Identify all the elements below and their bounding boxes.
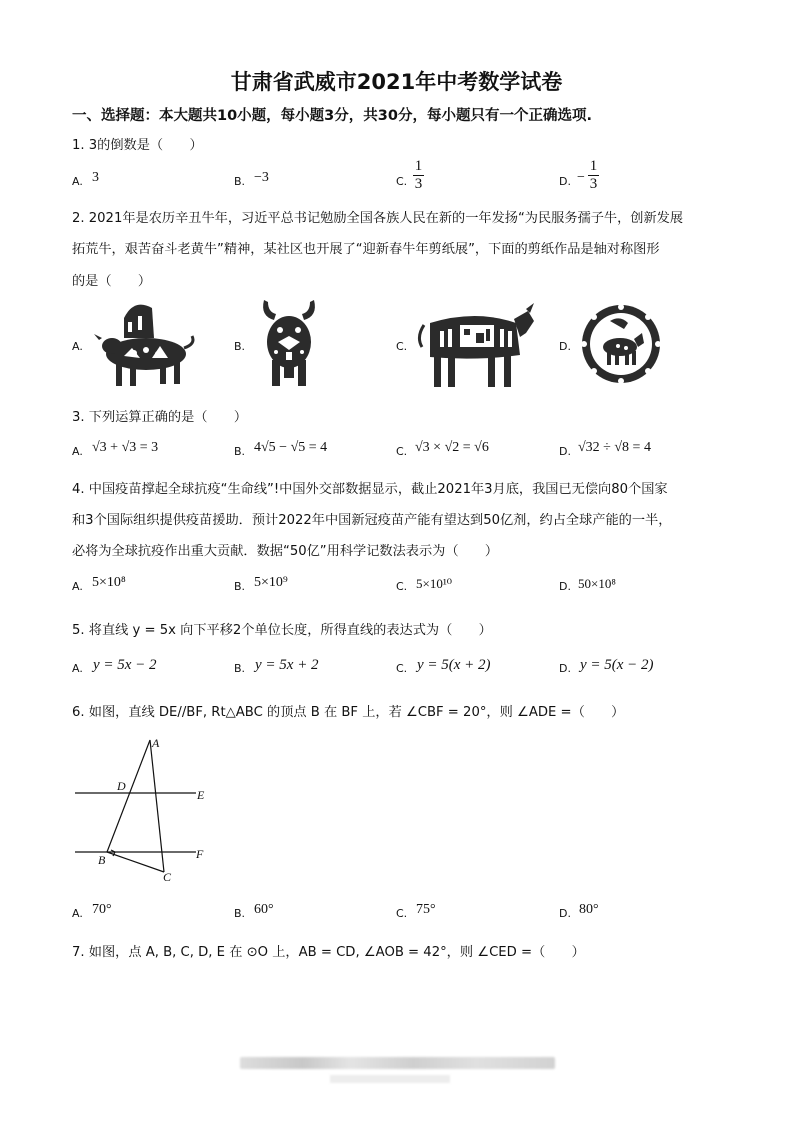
q2-option-c-ox-papercut-image [416, 303, 540, 391]
q2-option-c-label: C. [396, 340, 408, 353]
q6-option-b-label: B. [234, 907, 246, 920]
question-2-line-2: 拓荒牛，艰苦奋斗老黄牛”精神，某社区也开展了“迎新春牛年剪纸展”，下面的剪纸作品是轴对称图形 [72, 242, 660, 257]
q6-geometry-figure [70, 732, 220, 892]
q5-option-c-value: y = 5(x + 2) [417, 657, 491, 673]
q5-option-b-value: y = 5x + 2 [255, 657, 319, 673]
question-2-line-3: 的是（ ） [72, 274, 152, 289]
q1-option-c-fraction: $\frac{1}{3}$ [414, 158, 423, 192]
q2-option-a-label: A. [72, 340, 83, 353]
question-2-line-1: 2. 2021年是农历辛丑牛年，习近平总书记勉励全国各族人民在新的一年发扬“为民服务孺子牛，创新发展 [72, 211, 684, 226]
fig-label-d: D [117, 779, 126, 793]
q1-option-b-value: −3 [254, 170, 269, 185]
question-1-stem: 1. 3的倒数是（ ） [72, 138, 203, 153]
q4-option-c-label: C. [396, 580, 408, 593]
question-4-line-3: 必将为全球抗疫作出重大贡献．数据“50亿”用科学记数法表示为（ ） [72, 544, 499, 559]
q4-option-d-value: 50×10⁸ [578, 576, 616, 591]
q3-option-b-label: B. [234, 445, 246, 458]
q3-option-c-label: C. [396, 445, 408, 458]
q5-option-a-value: y = 5x − 2 [93, 657, 157, 673]
q1-option-b-label: B. [234, 175, 246, 188]
q5-option-d-value: y = 5(x − 2) [580, 657, 654, 673]
q1-option-a-value: 3 [92, 170, 99, 185]
q4-option-b-label: B. [234, 580, 246, 593]
q4-option-c-value: 5×10¹⁰ [416, 576, 452, 591]
q6-option-a-value: 70° [92, 902, 112, 917]
q6-option-d-label: D. [559, 907, 571, 920]
q2-option-b-ox-papercut-image [258, 296, 320, 390]
fig-label-f: F [196, 847, 204, 861]
fig-label-e: E [197, 788, 205, 802]
q1-option-a-label: A. [72, 175, 83, 188]
q6-option-c-value: 75° [416, 902, 436, 917]
q3-option-c-value: √3 × √2 = √6 [415, 440, 489, 455]
q6-option-b-value: 60° [254, 902, 274, 917]
q1-option-d-sign: − [577, 170, 585, 185]
q3-option-d-label: D. [559, 445, 571, 458]
q1-option-d-fraction: $\frac{1}{3}$ [589, 158, 598, 192]
q5-option-c-label: C. [396, 662, 408, 675]
q6-option-c-label: C. [396, 907, 408, 920]
fig-label-a: A [152, 736, 160, 750]
q2-option-a-ox-papercut-image [94, 298, 198, 390]
question-7-stem: 7. 如图，点 A, B, C, D, E 在 ⊙O 上，AB = CD, ∠AOB = 42°，则 ∠CED =（ ） [72, 945, 585, 960]
q4-option-d-label: D. [559, 580, 571, 593]
q5-option-b-label: B. [234, 662, 246, 675]
q1-option-c-label: C. [396, 175, 408, 188]
q4-option-a-value: 5×10⁸ [92, 575, 126, 590]
page-title: 甘肃省武威市2021年中考数学试卷 [230, 70, 563, 94]
q6-option-d-value: 80° [579, 902, 599, 917]
q4-option-b-value: 5×10⁹ [254, 575, 288, 590]
q5-option-a-label: A. [72, 662, 83, 675]
question-5-stem: 5. 将直线 y = 5x 向下平移2个单位长度，所得直线的表达式为（ ） [72, 623, 492, 638]
section-heading: 一、选择题：本大题共10小题，每小题3分，共30分，每小题只有一个正确选项. [72, 108, 592, 124]
q5-option-d-label: D. [559, 662, 571, 675]
question-6-stem: 6. 如图，直线 DE//BF, Rt△ABC 的顶点 B 在 BF 上，若 ∠CBF = 20°，则 ∠ADE =（ ） [72, 705, 625, 720]
q4-option-a-label: A. [72, 580, 83, 593]
footer-watermark-sub [330, 1075, 450, 1083]
q2-option-d-label: D. [559, 340, 571, 353]
question-3-stem: 3. 下列运算正确的是（ ） [72, 410, 248, 425]
q2-option-b-label: B. [234, 340, 246, 353]
q3-option-a-label: A. [72, 445, 83, 458]
q3-option-d-value: √32 ÷ √8 = 4 [578, 440, 651, 455]
q1-option-d-label: D. [559, 175, 571, 188]
fig-label-c: C [163, 870, 172, 884]
footer-watermark [240, 1057, 555, 1069]
q3-option-b-value: 4√5 − √5 = 4 [254, 440, 328, 455]
q6-option-a-label: A. [72, 907, 83, 920]
question-4-line-1: 4. 中国疫苗撑起全球抗疫“生命线”!中国外交部数据显示，截止2021年3月底，我国已无偿向80个国家 [72, 482, 668, 497]
q2-option-d-ox-papercut-image [580, 303, 662, 385]
fig-label-b: B [98, 853, 106, 867]
question-4-line-2: 和3个国际组织提供疫苗援助．预计2022年中国新冠疫苗产能有望达到50亿剂，约占全球产能的一半， [72, 513, 672, 528]
q3-option-a-value: √3 + √3 = 3 [92, 440, 159, 455]
